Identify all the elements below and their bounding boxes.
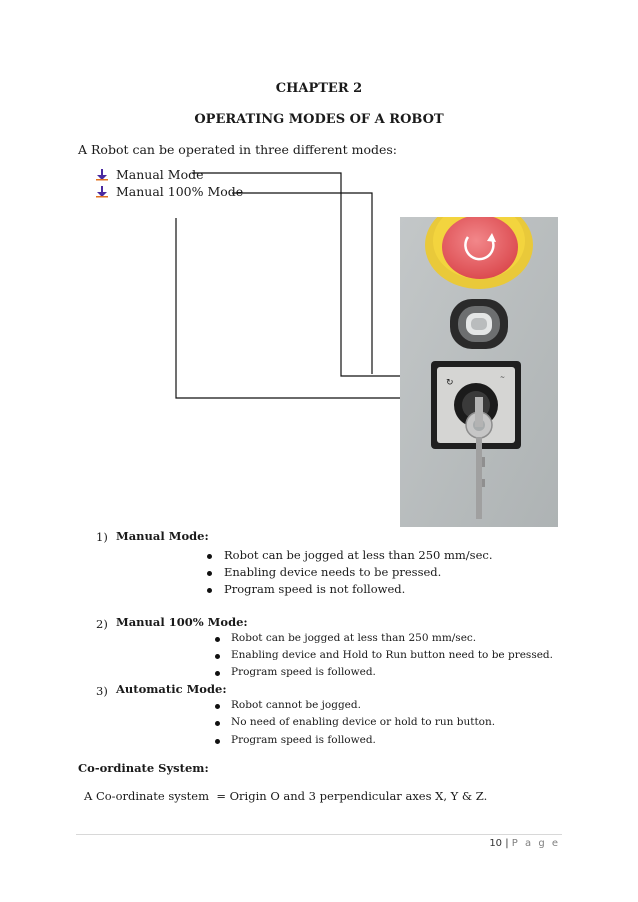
bullet-icon	[215, 739, 220, 744]
section-heading: Automatic Mode:	[116, 682, 227, 696]
section-number: 3)	[96, 684, 108, 698]
bullet-icon	[215, 637, 220, 642]
bullet-text: Robot cannot be jogged.	[231, 699, 361, 711]
bullet-icon	[215, 654, 220, 659]
coordinate-text: A Co-ordinate system = Origin O and 3 perpendicular axes X, Y & Z.	[84, 789, 488, 803]
section-number: 1)	[96, 530, 108, 544]
svg-text:↻: ↻	[446, 378, 454, 388]
bullet-text: Program speed is followed.	[231, 666, 376, 678]
bullet-text: Enabling device and Hold to Run button need to be pressed.	[231, 649, 553, 661]
footer-divider	[76, 834, 562, 835]
section-heading: Manual 100% Mode:	[116, 615, 248, 629]
bullet-text: Robot can be jogged at less than 250 mm/sec.	[224, 548, 493, 562]
bullet-icon	[207, 554, 212, 559]
mode-list-item: Manual Mode	[116, 167, 204, 182]
bullet-icon	[207, 588, 212, 593]
intro-text: A Robot can be operated in three different modes:	[78, 142, 398, 157]
page-footer	[489, 838, 560, 849]
coordinate-heading: Co-ordinate System:	[78, 761, 209, 775]
bullet-text: Robot can be jogged at less than 250 mm/sec.	[231, 632, 477, 644]
page-number: 10	[489, 838, 503, 849]
bullet-icon	[215, 721, 220, 726]
bullet-icon	[215, 704, 220, 709]
mode-list-item: Manual 100% Mode	[116, 184, 244, 199]
bullet-icon	[207, 571, 212, 576]
bullet-text: Enabling device needs to be pressed.	[224, 565, 442, 579]
section-heading: Manual Mode:	[116, 529, 209, 543]
section-number: 2)	[96, 617, 108, 631]
chapter-label: CHAPTER 2	[275, 81, 363, 96]
bullet-text: Program speed is followed.	[231, 734, 376, 746]
bullet-text: Program speed is not followed.	[224, 582, 406, 596]
bullet-text: No need of enabling device or hold to run button.	[231, 716, 496, 728]
footer-separator: |	[505, 838, 509, 849]
page-label: P a g e	[511, 838, 560, 849]
bullet-icon	[215, 671, 220, 676]
control-panel-photo	[400, 217, 558, 527]
page-title: OPERATING MODES OF A ROBOT	[194, 112, 444, 127]
svg-text:~: ~	[500, 374, 506, 381]
